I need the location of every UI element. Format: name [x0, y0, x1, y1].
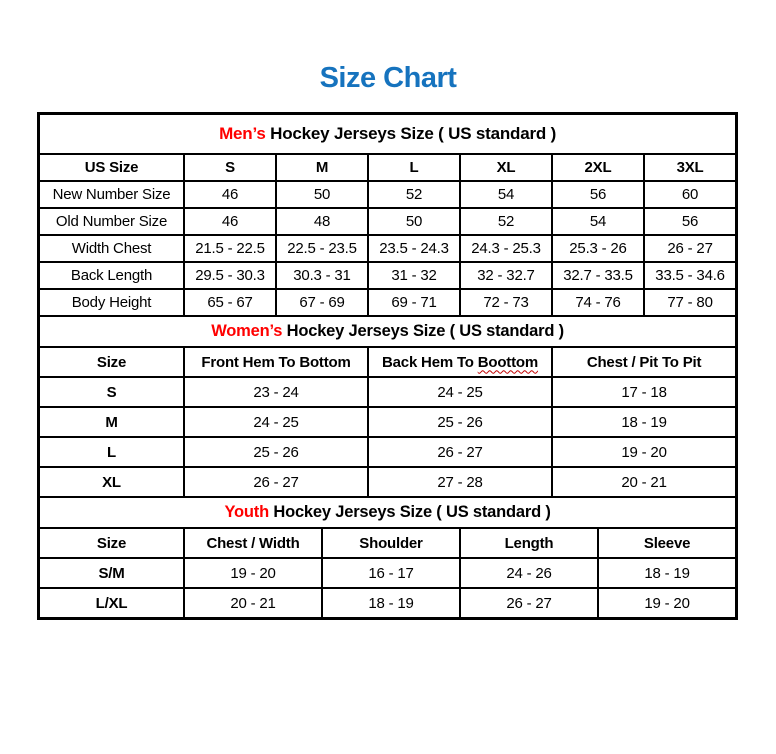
table-cell: 24 - 25: [368, 377, 552, 407]
table-cell: 24 - 26: [460, 558, 598, 588]
table-cell: 77 - 80: [644, 289, 736, 316]
table-cell: 16 - 17: [322, 558, 460, 588]
table-cell: 46: [184, 208, 276, 235]
womens-band-text: Hockey Jerseys Size ( US standard ): [282, 322, 564, 340]
table-cell: 50: [368, 208, 460, 235]
womens-header-row: [39, 347, 736, 377]
table-cell: 31 - 32: [368, 262, 460, 289]
row-label: Back Length: [39, 262, 184, 289]
table-cell: 18 - 19: [598, 558, 736, 588]
table-cell: 20 - 21: [552, 467, 736, 497]
table-cell: 32.7 - 33.5: [552, 262, 644, 289]
row-label: New Number Size: [39, 181, 184, 208]
column-header: 3XL: [644, 154, 736, 181]
table-cell: 29.5 - 30.3: [184, 262, 276, 289]
table-cell: 46: [184, 181, 276, 208]
column-header: Size: [39, 347, 184, 377]
youth-section-band: [39, 497, 736, 528]
row-label: L: [39, 437, 184, 467]
table-cell: 60: [644, 181, 736, 208]
table-cell: 74 - 76: [552, 289, 644, 316]
table-row: [39, 407, 736, 437]
table-row: [39, 208, 736, 235]
table-cell: 26 - 27: [184, 467, 368, 497]
table-cell: 72 - 73: [460, 289, 552, 316]
column-header: [368, 347, 552, 377]
row-label: M: [39, 407, 184, 437]
table-cell: 65 - 67: [184, 289, 276, 316]
table-cell: 50: [276, 181, 368, 208]
table-cell: 25.3 - 26: [552, 235, 644, 262]
table-cell: 19 - 20: [552, 437, 736, 467]
row-label: L/XL: [39, 588, 184, 618]
youth-band-text: Hockey Jerseys Size ( US standard ): [268, 503, 551, 521]
table-cell: 33.5 - 34.6: [644, 262, 736, 289]
table-cell: 56: [644, 208, 736, 235]
table-cell: 26 - 27: [368, 437, 552, 467]
column-header-text: Back Hem To: [382, 353, 478, 371]
table-row: [39, 467, 736, 497]
column-header: 2XL: [552, 154, 644, 181]
table-cell: 48: [276, 208, 368, 235]
row-label: Body Height: [39, 289, 184, 316]
page-title: Size Chart: [319, 62, 457, 94]
table-cell: 27 - 28: [368, 467, 552, 497]
table-row: [39, 588, 736, 618]
table-cell: 69 - 71: [368, 289, 460, 316]
table-cell: 18 - 19: [552, 407, 736, 437]
misspelled-word: Boottom: [477, 353, 538, 371]
column-header: S: [184, 154, 276, 181]
table-cell: 24.3 - 25.3: [460, 235, 552, 262]
column-header: Shoulder: [322, 528, 460, 558]
table-cell: 18 - 19: [322, 588, 460, 618]
row-label: S: [39, 377, 184, 407]
table-cell: 52: [460, 208, 552, 235]
table-cell: 23.5 - 24.3: [368, 235, 460, 262]
womens-band-highlight: Women’s: [211, 322, 283, 340]
table-cell: 30.3 - 31: [276, 262, 368, 289]
column-header: Front Hem To Bottom: [184, 347, 368, 377]
table-cell: 32 - 32.7: [460, 262, 552, 289]
mens-header-row: [39, 154, 736, 181]
mens-band-highlight: Men’s: [219, 124, 266, 143]
table-row: [39, 262, 736, 289]
table-cell: 52: [368, 181, 460, 208]
row-label: XL: [39, 467, 184, 497]
youth-band-row: [39, 497, 736, 528]
mens-section-band: [39, 114, 736, 154]
table-cell: 56: [552, 181, 644, 208]
size-table: [38, 113, 737, 619]
column-header: Size: [39, 528, 184, 558]
table-row: [39, 437, 736, 467]
table-row: [39, 558, 736, 588]
table-cell: 25 - 26: [368, 407, 552, 437]
table-cell: 54: [552, 208, 644, 235]
womens-section-band: [39, 316, 736, 347]
table-cell: 19 - 20: [184, 558, 322, 588]
youth-band-highlight: Youth: [224, 503, 269, 521]
table-cell: 25 - 26: [184, 437, 368, 467]
mens-band-text: Hockey Jerseys Size ( US standard ): [265, 124, 557, 143]
table-cell: 21.5 - 22.5: [184, 235, 276, 262]
table-cell: 19 - 20: [598, 588, 736, 618]
column-header: XL: [460, 154, 552, 181]
table-cell: 54: [460, 181, 552, 208]
table-cell: 26 - 27: [644, 235, 736, 262]
womens-band-row: [39, 316, 736, 347]
table-cell: 17 - 18: [552, 377, 736, 407]
table-cell: 23 - 24: [184, 377, 368, 407]
column-header: Length: [460, 528, 598, 558]
table-cell: 22.5 - 23.5: [276, 235, 368, 262]
table-row: [39, 377, 736, 407]
table-cell: 26 - 27: [460, 588, 598, 618]
column-header: M: [276, 154, 368, 181]
column-header: Chest / Pit To Pit: [552, 347, 736, 377]
row-label: S/M: [39, 558, 184, 588]
column-header: Sleeve: [598, 528, 736, 558]
table-row: [39, 289, 736, 316]
size-chart-table: [37, 112, 738, 620]
column-header: US Size: [39, 154, 184, 181]
column-header: L: [368, 154, 460, 181]
row-label: Old Number Size: [39, 208, 184, 235]
youth-header-row: [39, 528, 736, 558]
column-header: Chest / Width: [184, 528, 322, 558]
mens-band-row: [39, 114, 736, 154]
table-cell: 67 - 69: [276, 289, 368, 316]
table-row: [39, 181, 736, 208]
table-cell: 24 - 25: [184, 407, 368, 437]
table-row: [39, 235, 736, 262]
table-cell: 20 - 21: [184, 588, 322, 618]
row-label: Width Chest: [39, 235, 184, 262]
